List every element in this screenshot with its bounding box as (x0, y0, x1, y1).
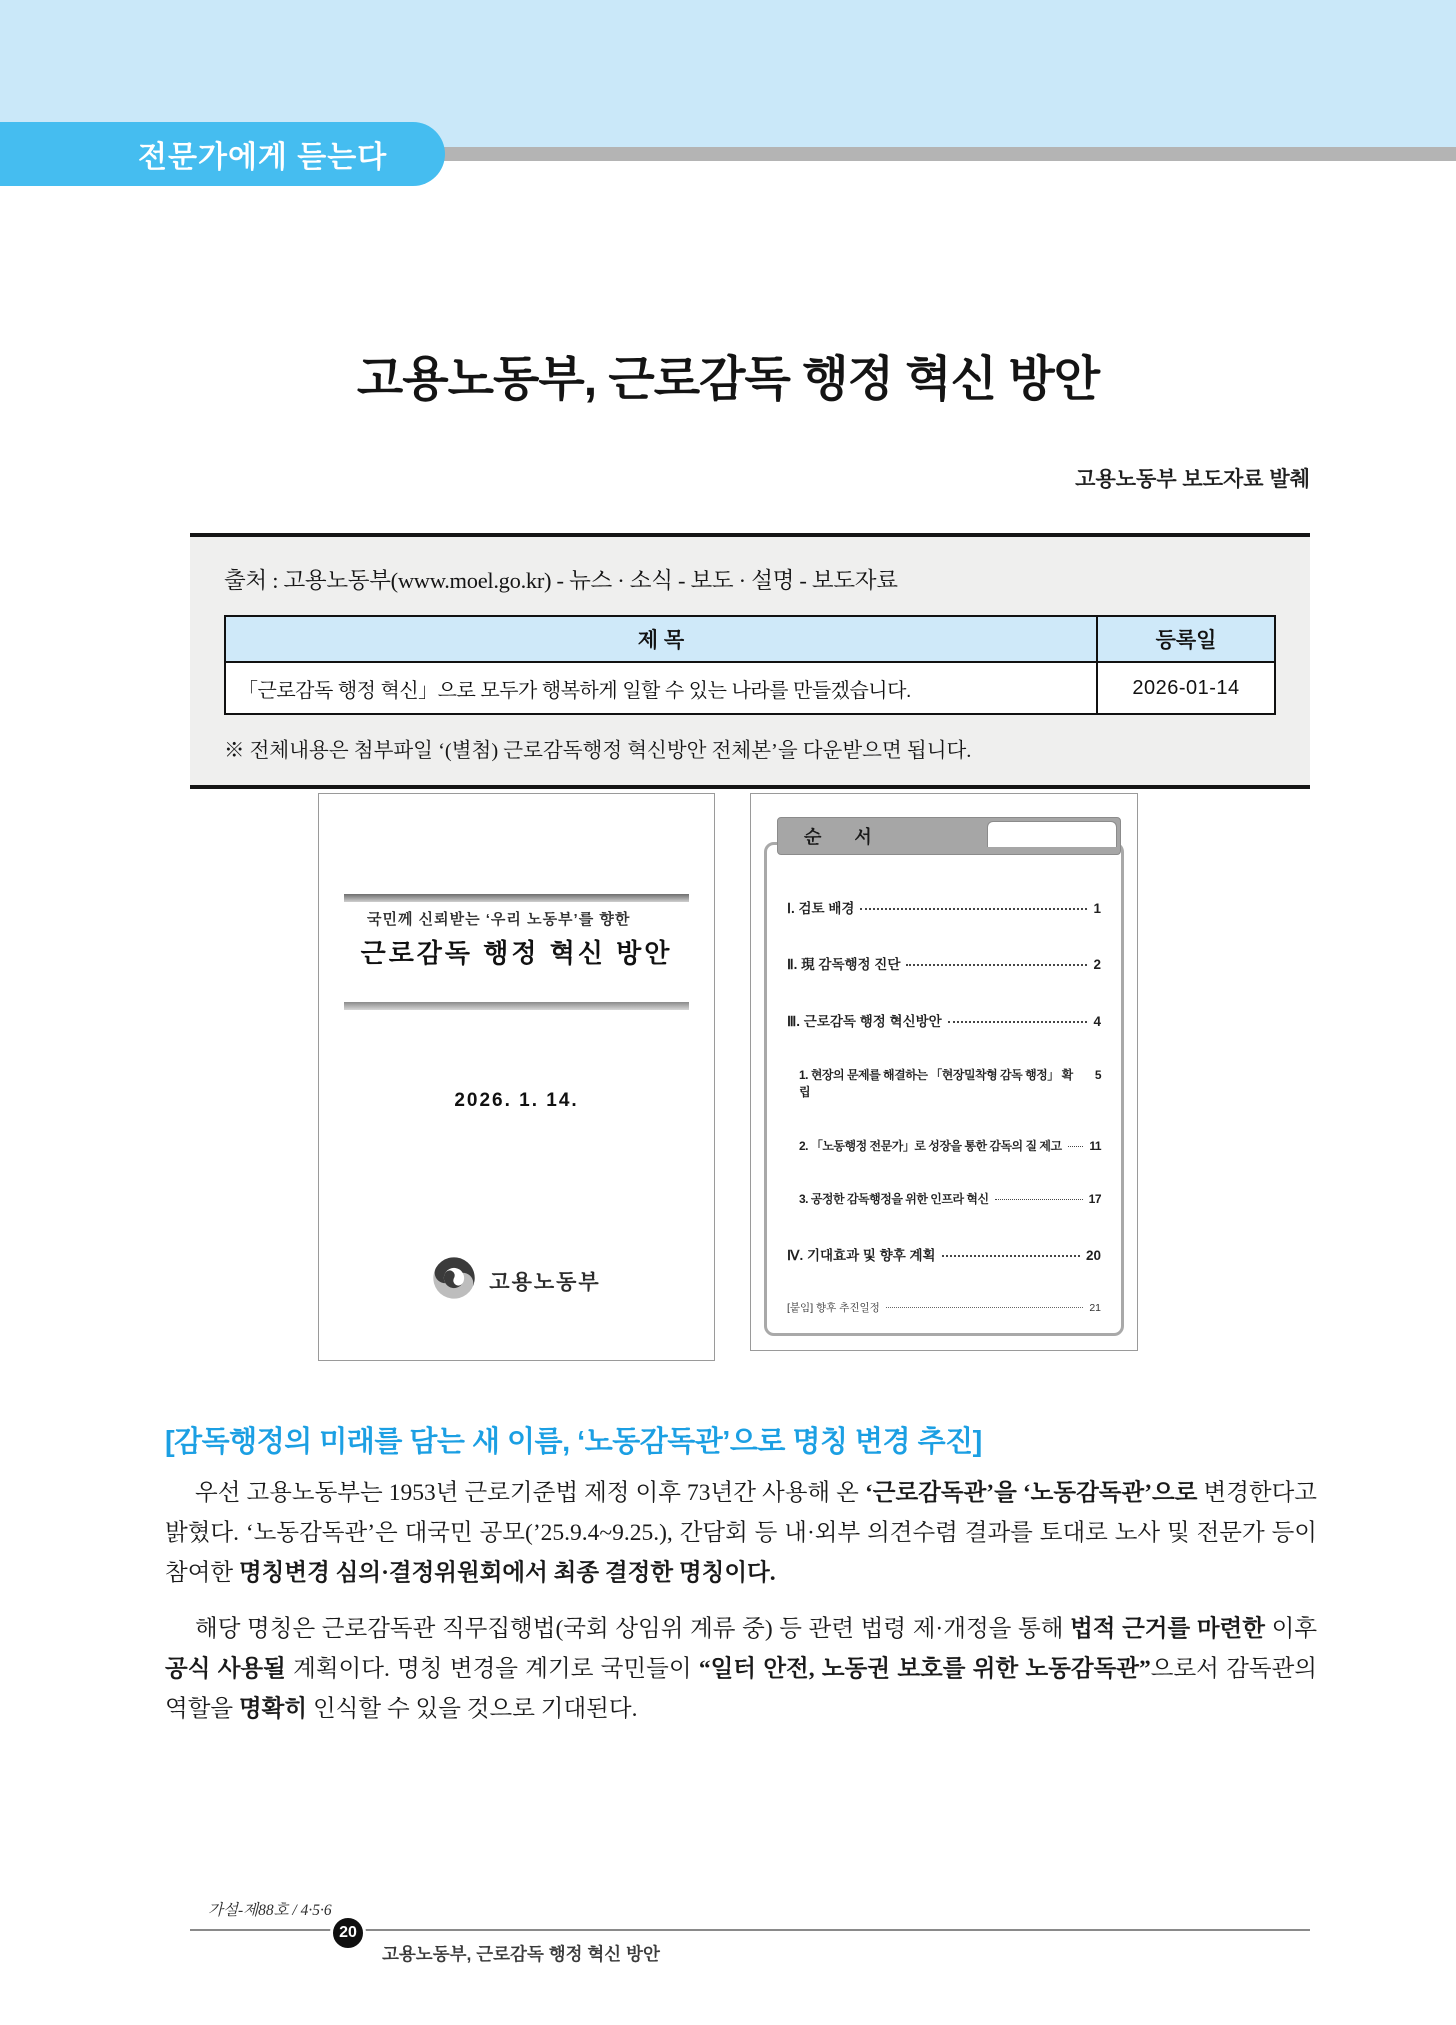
toc-list (764, 842, 1124, 1336)
page-title: 고용노동부, 근로감독 행정 혁신 방안 (356, 353, 1100, 406)
toc-dotted-leader (906, 964, 1087, 966)
toc-dotted-leader (942, 1255, 1080, 1257)
toc-entry-label: [붙임] 향후 추진일정 (787, 1301, 880, 1314)
toc-dotted-leader (860, 908, 1087, 910)
toc-entry-page: 2 (1093, 957, 1101, 973)
toc-entry-page: 1 (1093, 901, 1101, 916)
press-date-cell: 2026-01-14 (1097, 662, 1275, 714)
toc-tab-label: 순 서 (804, 827, 886, 847)
article-body (165, 1474, 1317, 1746)
toc-tab-notch (987, 821, 1117, 847)
toc-thumbnail (750, 793, 1138, 1351)
col-header-title: 제 목 (225, 616, 1097, 662)
toc-entry-label: 2. 「노동행정 전문가」로 성장을 통한 감독의 질 제고 (799, 1138, 1062, 1153)
moel-taegeuk-logo-icon (432, 1256, 476, 1305)
toc-dotted-leader (886, 1307, 1083, 1308)
toc-entry-label: 3. 공정한 감독행정을 위한 인프라 혁신 (799, 1192, 989, 1207)
press-release-table (224, 615, 1276, 715)
toc-entry-label: 1. 현장의 문제를 해결하는 「현장밀착형 감독 행정」 확립 (799, 1068, 1073, 1100)
press-title-cell: 「근로감독 행정 혁신」으로 모두가 행복하게 일할 수 있는 나라를 만들겠습니다. (225, 662, 1097, 714)
section-badge (0, 122, 445, 186)
table-header-row (225, 616, 1275, 662)
toc-entry-page: 4 (1093, 1013, 1101, 1029)
table-row (225, 662, 1275, 714)
toc-dotted-leader (948, 1021, 1088, 1023)
cover-date: 2026. 1. 14. (454, 1090, 579, 1111)
toc-entry-page: 5 (1094, 1068, 1101, 1083)
header-divider-bar (430, 147, 1456, 161)
cover-rule-top (344, 894, 689, 902)
cover-logo-row (319, 1256, 714, 1305)
toc-entry (787, 1300, 1101, 1315)
page-subtitle: 고용노동부 보도자료 발췌 (1075, 468, 1310, 491)
col-header-date: 등록일 (1097, 616, 1275, 662)
footer-doc-title: 고용노동부, 근로감독 행정 혁신 방안 (382, 1944, 660, 1964)
toc-entry-label: Ⅳ. 기대효과 및 향후 계획 (787, 1247, 936, 1263)
cover-title: 근로감독 행정 혁신 방안 (360, 938, 673, 968)
attachment-note: ※ 전체내용은 첨부파일 ‘(별첨) 근로감독행정 혁신방안 전체본’을 다운받으면 됩니다. (224, 740, 972, 762)
toc-entry (787, 1244, 1101, 1264)
footer-page-number: 20 (330, 1915, 366, 1951)
toc-entry (787, 897, 1101, 917)
cover-kicker: 국민께 신뢰받는 ‘우리 노동부’를 향한 (367, 911, 631, 928)
source-line: 출처 : 고용노동부(www.moel.go.kr) - 뉴스 · 소식 - 보도 · 설명 - 보도자료 (224, 568, 898, 593)
article-paragraph-1: 우선 고용노동부는 1953년 근로기준법 제정 이후 73년간 사용해 온 ‘근로감독관’을 ‘노동감독관’으로 변경한다고 밝혔다. ‘노동감독관’은 대국민 공모(’25.9.4~9.25.), 간담회 등 내·외부 의견수렴 결과를 토대로 노사 및 전문가 등이 참여한 명칭변경 심의·결정위원회에서 최종 결정한 명칭이다. (165, 1480, 1317, 1586)
toc-dotted-leader (1068, 1146, 1084, 1147)
toc-entry-label: Ⅲ. 근로감독 행정 혁신방안 (787, 1013, 942, 1029)
toc-entry-label: Ⅱ. 現 감독행정 진단 (787, 957, 901, 973)
toc-entry-page: 17 (1088, 1192, 1101, 1207)
article-heading: [감독행정의 미래를 담는 새 이름, ‘노동감독관’으로 명칭 변경 추진] (165, 1426, 982, 1458)
toc-entry (787, 1010, 1101, 1030)
article-paragraph-2: 해당 명칭은 근로감독관 직무집행법(국회 상임위 계류 중) 등 관련 법령 제·개정을 통해 법적 근거를 마련한 이후 공식 사용될 계획이다. 명칭 변경을 계기로 국민들이 “일터 안전, 노동권 보호를 위한 노동감독관”으로서 감독관의 역할을 명확히 인식할 수 있을 것으로 기대된다. (165, 1615, 1318, 1722)
toc-entry (787, 1190, 1101, 1207)
cover-org-name: 고용노동부 (489, 1270, 601, 1294)
toc-entry-page: 11 (1089, 1138, 1101, 1153)
press-source-box (190, 533, 1310, 789)
section-badge-label: 전문가에게 듣는다 (138, 141, 388, 174)
report-cover-thumbnail (318, 793, 715, 1361)
toc-entry-page: 20 (1085, 1247, 1101, 1263)
toc-entry (787, 953, 1101, 973)
toc-dotted-leader (995, 1199, 1083, 1200)
cover-rule-bottom (344, 1002, 689, 1010)
document-thumbnails (0, 793, 1456, 1361)
toc-entry-label: Ⅰ. 검토 배경 (787, 901, 855, 916)
toc-entry (787, 1137, 1101, 1154)
toc-entry-page: 21 (1089, 1301, 1101, 1314)
toc-entry (787, 1066, 1101, 1100)
toc-tab (777, 817, 1121, 855)
footer-issue-label: 가설-제88호 / 4·5·6 (208, 1902, 332, 1919)
